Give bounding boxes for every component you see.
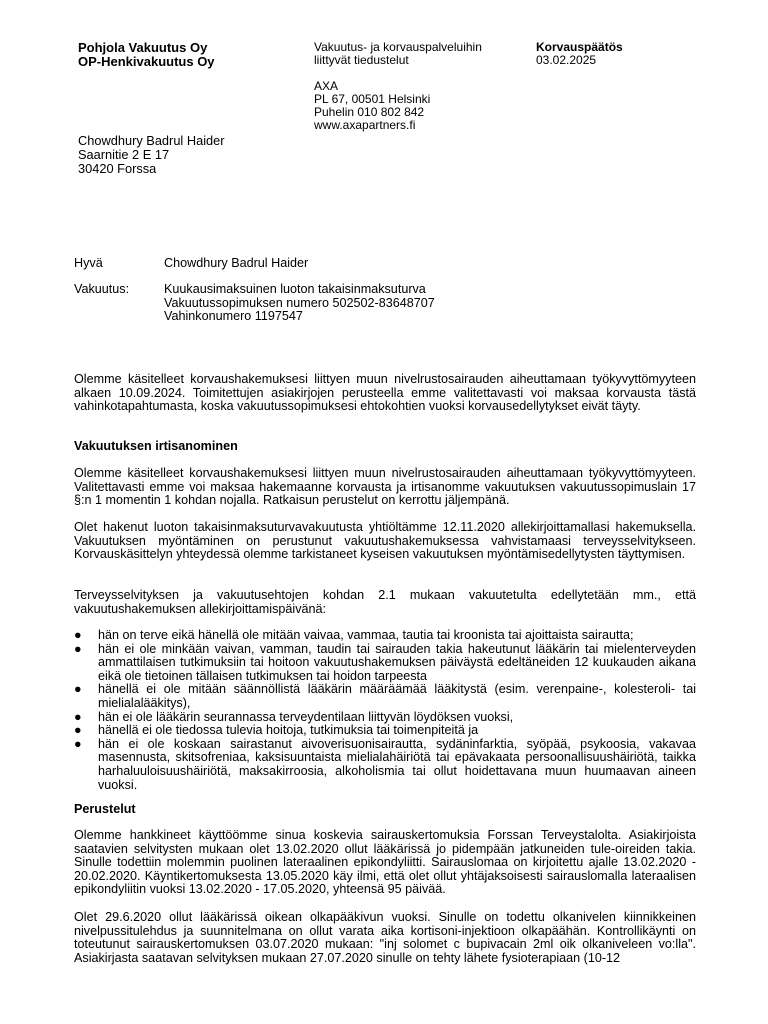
insurance-label: Vakuutus: <box>74 282 130 296</box>
list-item: ● hänellä ei ole mitään säännöllistä lääkärin määräämää lääkitystä (esim. verenpaine-, kolesteroli- tai mielialalääkitys), <box>74 682 696 710</box>
list-item: ● hän on terve eikä hänellä ole mitään vaivaa, vammaa, tautia tai kroonista tai ajoittaista sairautta; <box>74 628 634 642</box>
termination-paragraph-2: Olet hakenut luoton takaisinmaksuturvavakuutusta yhtiöltämme 12.11.2020 allekirjoittamallasi hakemuksella. Vakuutuksen myöntäminen on perustunut vakuutushakemuksessa vahvistamaasi terveysselvitykseen. Korvauskäsittelyn yhteydessä olemme tarkistaneet kyseisen vakuutuksen myöntämisedellytysten täyttymisen. <box>74 520 696 562</box>
section-heading-grounds: Perustelut <box>74 802 136 816</box>
grounds-paragraph-1: Olemme hankkineet käyttöömme sinua koskevia sairauskertomuksia Forssan Terveystalolta. Asiakirjoista saatavien selvitysten mukaan olet 13.02.2020 ollut lääkärissä jo pidempään jatkuneiden tule-oireiden takia. Sinulle todettiin molemmin puolinen lateraalinen epikondyliitti. Sairauslomaa on kirjoitettu ajalle 13.02.2020 - 20.02.2020. Käyntikertomuksesta 13.05.2020 käy ilmi, että olet ollut yhtäjaksoisesti sairauslomalla lateraalisen epikondyliitin vuoksi 13.02.2020 - 17.05.2020, yhteensä 95 päivää. <box>74 828 696 897</box>
bullet-icon: ● <box>74 736 82 751</box>
contact-website: www.axapartners.fi <box>314 118 416 132</box>
recipient-name: Chowdhury Badrul Haider <box>78 133 225 148</box>
bullet-icon: ● <box>74 723 82 738</box>
termination-paragraph-1: Olemme käsitelleet korvaushakemuksesi liittyen muun nivelrustosairauden aiheuttamaan työkyvyttömyyteen. Valitettavasti emme voi maksaa hakemaanne korvausta ja irtisanomme vakuutuksen vakuutussopimuslain 17 §:n 1 momentin 1 kohdan nojalla. Ratkaisun perustelut on kerrottu jäljempänä. <box>74 466 696 508</box>
company-block <box>78 41 215 68</box>
bullet-icon: ● <box>74 641 82 656</box>
service-line-1: Vakuutus- ja korvauspalveluihin <box>314 40 482 54</box>
list-item: ● hän ei ole koskaan sairastanut aivoverisuonisairautta, sydäninfarktia, syöpää, psykoosia, vakavaa masennusta, skitsofreniaa, kaksisuuntaista mielialahäiriötä tai epävakaata persoonallisuushäiriötä, taikka harhaluuloisuushäiriötä, maksakirroosia, alkoholismia tai ollut hoidettavana muun huumaavan aineen vuoksi. <box>74 736 696 792</box>
contact-phone: Puhelin 010 802 842 <box>314 105 425 119</box>
insurance-claim-number: Vahinkonumero 1197547 <box>164 309 303 324</box>
company-name-1: Pohjola Vakuutus Oy <box>78 40 208 55</box>
salutation-name: Chowdhury Badrul Haider <box>164 256 309 270</box>
bullet-icon: ● <box>74 682 82 697</box>
list-item: ● hän ei ole minkään vaivan, vamman, taudin tai sairauden takia hakeutunut lääkärin tai mielenterveyden ammattilaisen tutkimuksiin tai hoitoon vakuutushakemuksen päiväystä edeltäneiden 12 kuukauden aikana eikä ole tietoinen tällaisen tutkimuksen tai hoidon tarpeesta <box>74 641 696 683</box>
bullet-icon: ● <box>74 628 82 642</box>
doc-type: Korvauspäätös <box>536 40 623 54</box>
grounds-paragraph-2: Olet 29.6.2020 ollut lääkärissä oikean olkapääkivun vuoksi. Sinulle on todettu olkanivelen kiinnikkeinen nivelpussitulehdus ja suunnitelmana on ollut varata aika kortisoni-injektioon olkapäähän. Kontrollikäynti on toteutunut sairauskertomuksen 03.07.2020 mukaan: "inj solomet c bupivacain 2ml oik olkaniveleen vo:lla". Asiakirjasta saatavan selvityksen mukaan 27.07.2020 sinulle on tehty lähete fysioterapiaan (10-12 <box>74 910 696 965</box>
contact-block <box>314 41 482 132</box>
salutation-label: Hyvä <box>74 256 103 270</box>
requirements-list <box>74 629 696 792</box>
termination-paragraph-3: Terveysselvityksen ja vakuutusehtojen kohdan 2.1 mukaan vakuutetulta edellytetään mm., että vakuutushakemuksen allekirjoittamispäivänä: <box>74 588 696 616</box>
insurance-product: Kuukausimaksuinen luoton takaisinmaksuturva <box>164 282 426 296</box>
bullet-icon: ● <box>74 709 82 724</box>
recipient-address <box>78 134 225 175</box>
insurance-details <box>164 283 435 324</box>
contact-address: PL 67, 00501 Helsinki <box>314 92 431 106</box>
company-name-2: OP-Henkivakuutus Oy <box>78 53 215 69</box>
contact-name: AXA <box>314 79 339 93</box>
intro-paragraph: Olemme käsitelleet korvaushakemuksesi liittyen muun nivelrustosairauden aiheuttamaan työkyvyttömyyteen alkaen 10.09.2024. Toimitettujen asiakirjojen perusteella emme valitettavasti voi maksaa korvausta tästä vahinkotapahtumasta, koska vakuutussopimuksesi ehtokohtien vuoksi korvausedellytykset eivät täyty. <box>74 372 696 414</box>
section-heading-termination: Vakuutuksen irtisanominen <box>74 439 238 453</box>
doc-date: 03.02.2025 <box>536 53 597 67</box>
recipient-postal: 30420 Forssa <box>78 160 157 176</box>
list-item: ● hän ei ole lääkärin seurannassa terveydentilaan liittyvän löydöksen vuoksi, <box>74 709 514 724</box>
doc-meta <box>536 41 623 67</box>
insurance-contract-number: Vakuutussopimuksen numero 502502-83648707 <box>164 295 435 310</box>
list-item: ● hänellä ei ole tiedossa tulevia hoitoja, tutkimuksia tai toimenpiteitä ja <box>74 723 479 738</box>
service-line-2: liittyvät tiedustelut <box>314 53 409 67</box>
recipient-street: Saarnitie 2 E 17 <box>78 146 170 162</box>
